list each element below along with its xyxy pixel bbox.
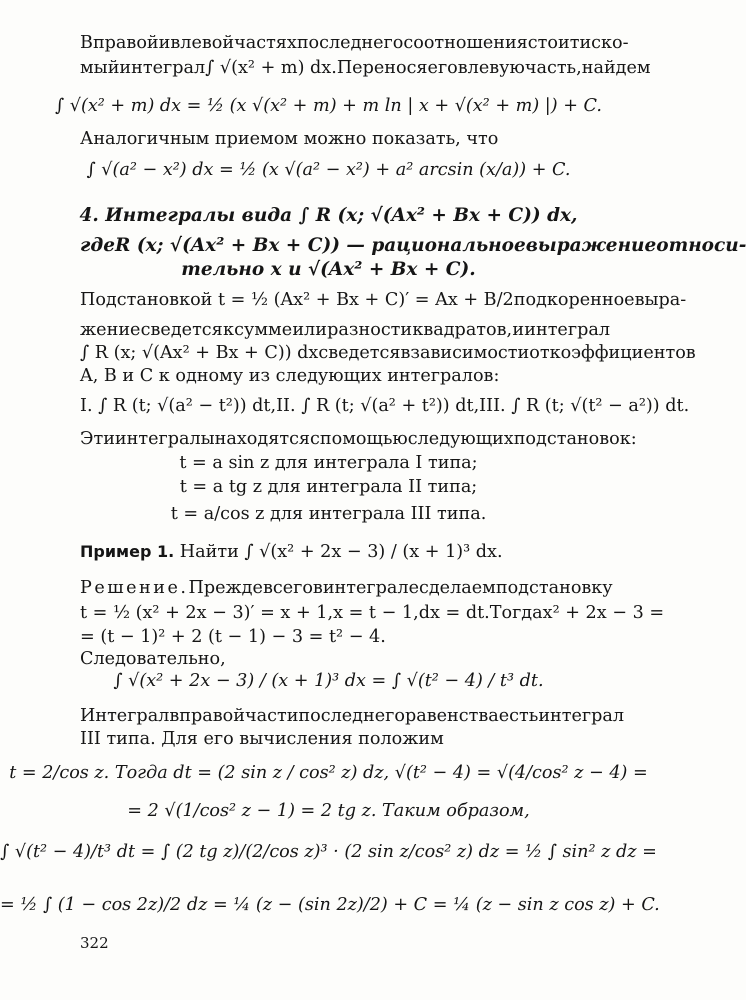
word: выражение [525,235,657,256]
word: в [457,58,468,78]
page-number: 322 [80,934,109,952]
word: Перенося [336,58,428,78]
line-text: III типа. Для его вычисления положим [80,729,444,749]
word: Прежде [188,578,263,598]
word: интеграл [524,320,610,340]
word: жение [80,320,141,340]
text-line [0,159,657,181]
text-line [0,800,657,822]
text-line [0,95,657,117]
word: квадратов, [412,320,513,340]
word: интеграл [538,706,625,726]
text-line [0,894,660,916]
text-line [0,452,657,474]
line-text: t = a/cos z для интеграла III типа. [170,504,487,524]
word: I. ∫ R (t; √(a² − t²)) dt, [80,396,277,416]
text-line [0,841,657,863]
line-text: Найти ∫ √(x² + 2x − 3) / (x + 1)³ dx. [174,542,503,562]
line-text: Следовательно, [80,649,226,669]
word: R (x; √(Ax² + Bx + C)) — рациональное [115,235,526,256]
text-line [80,235,746,257]
word: иско- [579,33,629,53]
word: сведется [318,343,401,363]
line-text: t = a sin z для интеграла I типа; [179,453,478,473]
word: помощью [319,429,408,449]
word: часть, [524,58,582,78]
line-text: = 2 √(1/cos² z − 1) = 2 tg z. Таким образом, [127,801,530,821]
word: от [529,343,550,363]
word: стоит [527,33,580,53]
word: в [169,706,180,726]
word: подстановку [495,578,613,598]
text-line [80,577,613,599]
text-line [0,476,657,498]
line-text: = (t − 1)² + 2 (t − 1) − 3 = t² − 4. [80,627,386,647]
word: правой [92,33,159,53]
line-text: ∫ √(a² − x²) dx = ½ (x √(a² − x²) + a² arcsin (x/a)) + C. [86,160,571,180]
word: Эти [80,429,115,449]
word: III. ∫ R (t; √(t² − a²)) dt. [479,396,690,416]
text-line [80,602,665,624]
text-line [80,342,696,364]
word: ∫ √(x² + m) dx. [205,58,337,78]
word: t = ½ (x² + 2x − 3)′ = x + 1, [80,603,334,623]
text-line [80,395,690,417]
word: в [170,33,181,53]
word: соотношения [403,33,528,53]
text-line [0,541,737,563]
text-line [0,762,657,784]
word: последнего [296,33,404,53]
word: интегралы [114,429,215,449]
word: зависимости [410,343,530,363]
text-line [80,32,629,54]
word: его [427,58,458,78]
text-line [0,259,657,281]
line-text: ∫ √(t² − 4)/t³ dt = ∫ (2 tg z)/(2/cos z)³ · (2 sin z/cos² z) dz = ½ ∫ sin² z dz = [0,842,657,862]
line-text: ∫ √(x² + m) dx = ½ (x √(x² + m) + m ln | x + √(x² + m) |) + C. [55,96,602,116]
word: подстановок: [513,429,637,449]
word: Интеграл [80,706,170,726]
word: частях [234,33,297,53]
word: сделаем [418,578,496,598]
line-text: A, B и C к одному из следующих интегралов: [80,366,500,386]
word: интеграл [119,58,206,78]
word: или [292,320,327,340]
line-text: = ½ ∫ (1 − cos 2z)/2 dz = ¼ (z − (sin 2z)/2) + C = ¼ (z − sin z cos z) + C. [0,895,660,915]
example-label: Пример 1. [80,542,175,561]
line-text: t = a tg z для интеграла II типа; [179,477,478,497]
word: относи- [656,235,746,256]
word: x = t − 1, [333,603,419,623]
text-line [0,670,657,692]
word: в [312,578,323,598]
word: в [400,343,411,363]
word: левой [180,33,235,53]
text-line [0,503,657,525]
word: сумме [234,320,293,340]
word: x² + 2x − 3 = [542,603,665,623]
word: разности [327,320,413,340]
text-line [0,648,737,670]
text-line [0,128,737,150]
word: находятся [214,429,311,449]
text-line [80,57,651,79]
word: dx = dt. [418,603,490,623]
line-text: Аналогичным приемом можно показать, что [80,129,499,149]
word: выра- [634,290,687,310]
word: Подстановкой t = ½ (Ax² + Bx + C)′ = Ax + B/2 [80,290,514,310]
text-line [80,428,637,450]
word: с [310,429,320,449]
word: правой [179,706,245,726]
word: II. ∫ R (t; √(a² + t²)) dt, [276,396,480,416]
word: мый [80,58,120,78]
word: где [80,235,116,256]
text-line [0,205,657,227]
word: сведется [140,320,223,340]
word: интеграле [322,578,419,598]
line-text: t = 2/cos z. Тогда dt = (2 sin z / cos² z) dz, √(t² − 4) = √(4/cos² z − 4) = [9,763,648,783]
text-line [80,319,610,341]
word: и [512,320,525,340]
word: Решение. [80,578,189,598]
word: всего [262,578,313,598]
text-line [0,365,737,387]
word: найдем [581,58,651,78]
text-line [80,289,687,311]
word: ∫ R (x; √(Ax² + Bx + C)) dx [80,343,319,363]
line-text: 4. Интегралы вида ∫ R (x; √(Ax² + Bx + C)) dx, [79,205,578,226]
word: равенства [404,706,499,726]
word: В [80,33,93,53]
word: подкоренное [513,290,635,310]
word: части [244,706,299,726]
text-line [0,728,737,750]
word: есть [498,706,539,726]
word: левую [467,58,525,78]
word: к [222,320,234,340]
word: коэффициентов [549,343,696,363]
line-text: тельно x и √(Ax² + Bx + C). [181,259,476,280]
text-line [0,626,737,648]
word: последнего [298,706,405,726]
word: Тогда [489,603,543,623]
text-line [80,705,625,727]
word: и [158,33,171,53]
word: следующих [407,429,514,449]
line-text: ∫ √(x² + 2x − 3) / (x + 1)³ dx = ∫ √(t² − 4) / t³ dt. [113,671,544,691]
